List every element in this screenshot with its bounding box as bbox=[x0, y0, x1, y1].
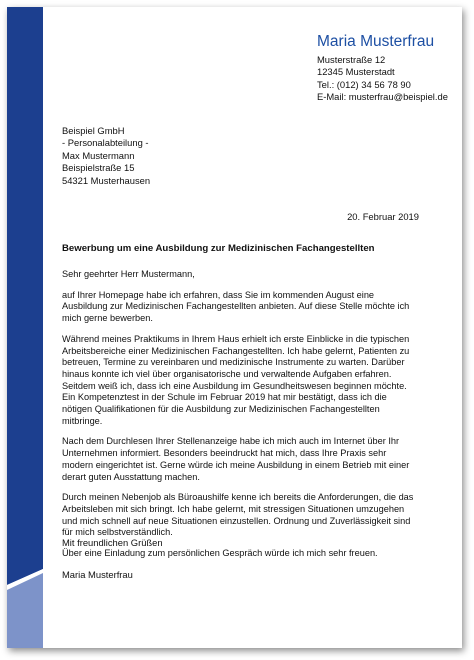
closing-formula: Mit freundlichen Grüßen bbox=[62, 537, 163, 548]
band-dark-stripe bbox=[7, 7, 43, 585]
body-paragraph: Über eine Einladung zum persönlichen Gespräch würde ich mich sehr freuen. bbox=[62, 548, 378, 559]
recipient-block bbox=[62, 125, 150, 187]
decorative-side-band bbox=[7, 7, 47, 648]
recipient-city: 54321 Musterhausen bbox=[62, 174, 151, 186]
letter-page bbox=[7, 7, 462, 648]
body-paragraph: auf Ihrer Homepage habe ich erfahren, dass Sie im kommenden August eine Ausbildung zur Medizinischen Fachangestellten anbieten. Auf diese Stelle möchte ich mich gerne bewerben. bbox=[62, 289, 410, 324]
sender-block bbox=[317, 33, 448, 104]
sender-name: Maria Musterfrau bbox=[317, 33, 435, 50]
letter-body bbox=[62, 269, 417, 569]
signature-name: Maria Musterfrau bbox=[62, 569, 133, 580]
salutation: Sehr geehrter Herr Mustermann, bbox=[62, 269, 195, 279]
body-paragraph: Während meines Praktikums in Ihrem Haus erhielt ich erste Einblicke in die typischen Arbeitsbereiche einer Medizinischen Fachangestellten. Ich habe gelernt, Patienten zu betreuen, Termine zu vereinbaren und medizinische Instrumente zu warten. Darüber hinaus konnte ich viel über organisatorische und verwaltende Aufgaben erfahren. Seitdem weiß ich, dass ich eine Ausbildung im Gesundheitswesen beginnen möchte. Ein Kompetenztest in der Schule im Februar 2019 hat mir bestätigt, dass ich die nötigen Qualifikationen für die Ausbildung zur Medizinischen Fachangestellten mitbringe. bbox=[62, 333, 410, 426]
recipient-street: Beispielstraße 15 bbox=[62, 162, 135, 174]
recipient-company: Beispiel GmbH bbox=[62, 125, 125, 136]
body-paragraph: Nach dem Durchlesen Ihrer Stellenanzeige habe ich mich auch im Internet über Ihr Unternehmen informiert. Besonders beeindruckt hat mich, dass Ihre Praxis sehr modern eingerichtet ist. Gerne würde ich meine Ausbildung in einem Betrieb mit einer derart guten Ausstattung machen. bbox=[62, 436, 410, 482]
letter-subject: Bewerbung um eine Ausbildung zur Medizinischen Fachangestellten bbox=[62, 243, 375, 254]
sender-city: 12345 Musterstadt bbox=[317, 66, 395, 78]
sender-email: E-Mail: musterfrau@beispiel.de bbox=[317, 91, 448, 103]
sender-street: Musterstraße 12 bbox=[317, 54, 386, 65]
recipient-department: - Personalabteilung - bbox=[62, 137, 149, 149]
body-paragraph: Durch meinen Nebenjob als Büroaushilfe kenne ich bereits die Anforderungen, die das Arbeitsleben mit sich bringt. Ich habe gelernt, mit stressigen Situationen umzugehen und mich schnell auf neue Situationen einzustellen. Ordnung und Zuverlässigkeit sind für mich selbstverständlich. bbox=[62, 492, 414, 538]
sender-phone: Tel.: (012) 34 56 78 90 bbox=[317, 78, 411, 90]
recipient-contact: Max Mustermann bbox=[62, 149, 135, 161]
letter-date: 20. Februar 2019 bbox=[347, 211, 419, 222]
